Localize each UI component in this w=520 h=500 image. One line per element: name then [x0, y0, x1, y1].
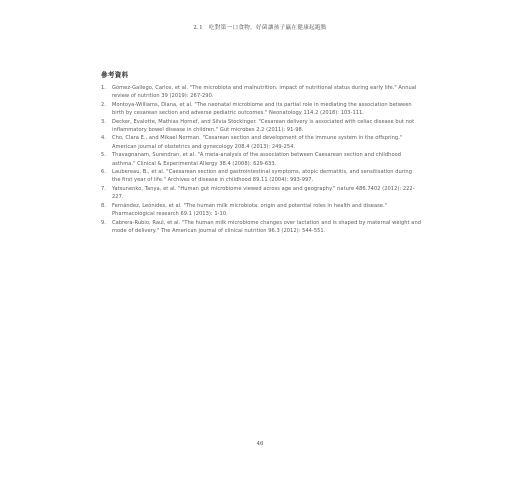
reference-item — [101, 219, 421, 236]
reference-item — [101, 134, 421, 151]
references-title: 參考資料 — [101, 71, 129, 79]
reference-item — [101, 185, 421, 202]
reference-number: 8. — [101, 202, 106, 209]
reference-item — [101, 84, 421, 101]
reference-item — [101, 168, 421, 185]
reference-text: Cabrera-Rubio, Raul, et al. "The human milk microbiome changes over lactation and is shaped by maternal weight and mode of delivery." The American journal of clinical nutrition 96.3 (2012): 544-551. — [112, 219, 422, 234]
reference-text: Cho, Clara E., and Mikael Norman. "Cesarean section and development of the immune system in the offspring." American journal of obstetrics and gynecology 208.4 (2013): 249-254. — [112, 135, 403, 150]
page-number: 46 — [256, 441, 264, 447]
reference-text: Gómez-Gallego, Carlos, et al. "The microbiota and malnutrition: impact of nutritional status during early life." Annual review of nutrition 39 (2019): 267-290. — [112, 85, 417, 100]
reference-number: 1. — [101, 85, 106, 91]
reference-number: 4. — [101, 135, 106, 142]
reference-item — [101, 118, 421, 135]
reference-item — [101, 202, 421, 219]
reference-number: 3. — [101, 118, 106, 125]
reference-text: Thavagnanam, Surendran, et al. "A meta-analysis of the association between Caesarean section and childhood asthma." Clinical & Experimental Allergy 38.4 (2008): 629-633. — [112, 152, 402, 167]
reference-list — [101, 84, 421, 235]
reference-text: Fernández, Leónides, et al. "The human milk microbiota: origin and potential roles in health and disease." Pharmacological research 69.1 (2013): 1-10. — [112, 202, 388, 218]
reference-text: Laubereau, B., et al. "Caesarean section and gastrointestinal symptoms, atopic dermatitis, and sensitisation during the first year of life." Archives of disease in childhood 89.11 (2004): 993-997. — [112, 169, 412, 184]
reference-number: 2. — [101, 101, 106, 108]
reference-text: Montoya-Williams, Diana, et al. "The neonatal microbiome and its partial role in mediating the association between birth by cesarean section and adverse pediatric outcomes." Neonatology 114.2 (2018): 103-111. — [112, 101, 412, 117]
reference-number: 6. — [101, 169, 106, 176]
reference-item — [101, 151, 421, 168]
running-header: 2.1 吃對第一口食物，好菌讓孩子贏在健康起跑點 — [193, 25, 327, 31]
reference-number: 9. — [101, 219, 106, 226]
reference-text: Yatsunenko, Tanya, et al. "Human gut microbiome viewed across age and geography." nature 486.7402 (2012): 222-227. — [112, 185, 415, 201]
reference-item — [101, 101, 421, 118]
reference-text: Decker, Evalotte, Mathias Hornef, and Silvia Stockinger. "Cesarean delivery is associated with celiac disease but not inflammatory bowel disease in children." Gut microbes 2.2 (2011): 91-98. — [112, 118, 415, 134]
references-section — [101, 69, 421, 235]
reference-number: 5. — [101, 152, 106, 159]
reference-number: 7. — [101, 185, 106, 192]
